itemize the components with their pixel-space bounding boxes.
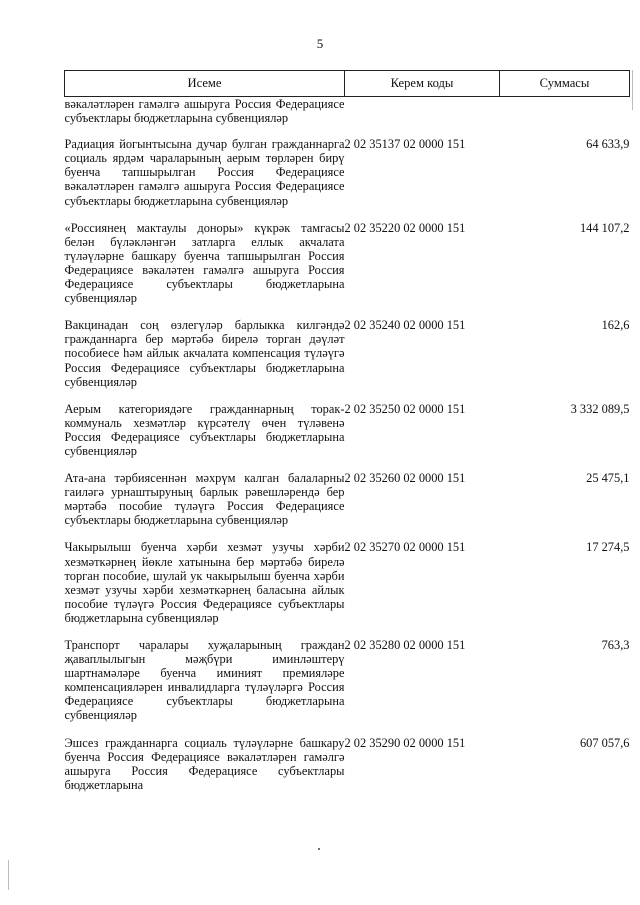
header-sum: Суммасы xyxy=(500,71,630,97)
row-name: Аерым категориядәге гражданнарның торак-коммуналь хезмәтләр күрсәтелү өчен түләвенә Россия Федерациясе субъектлары бюджетларына субвенцияләр xyxy=(64,401,345,458)
row-name: Радиация йогынтысына дучар булган гражданнарга социаль ярдәм чараларының аерым төрләрен бирү буенча тапшырылган Россия Федерациясе вәкаләтләрен гамәлгә ашыруга Россия Федерациясе субъектлары бюджетларына субвенцияләр xyxy=(64,137,345,208)
row-sum: 64 633,9 xyxy=(586,137,630,152)
budget-table xyxy=(64,70,630,805)
table-header xyxy=(65,71,630,97)
table-row xyxy=(65,318,630,401)
row-name: вәкаләтләрен гамәлгә ашыруга Россия Федерациясе субъектлары бюджетларына субвенцияләр xyxy=(64,97,345,126)
page-number: 5 xyxy=(316,36,324,51)
row-name: Транспорт чаралары хуҗаларының граждан җаваплылыгын мәҗбүри иминләштерү шартнамәләре буенча иминият премияләре компенсацияләрен инвалидларга түләүләргә Россия Федерациясе субъектлары бюджетларына субвенцияләр xyxy=(64,638,345,723)
table-row xyxy=(65,736,630,805)
row-sum: 162,6 xyxy=(601,318,630,333)
row-sum: 144 107,2 xyxy=(579,220,630,235)
row-sum: 763,3 xyxy=(601,638,630,652)
scan-margin-mark xyxy=(632,70,633,110)
row-name: Ата-ана тәрбиясеннән мәхрүм калган балаларны гаиләгә урнаштыруның барлык рәвешләрендә бер мәртәбә пособие түләүгә Россия Федерациясе субъектлары бюджетларына субвенцияләр xyxy=(64,471,345,528)
row-name: «Россиянең мактаулы доноры» күкрәк тамгасы белән бүләкләнгән затларга еллык акчалата түләүләрне башкару буенча тапшырылган Россия Федерациясе вәкаләтен гамәлгә ашыруга Россия Федерациясе субъектлары бюджетларына субвенцияләр xyxy=(64,220,345,306)
row-code: 2 02 35290 02 0000 151 xyxy=(344,735,466,750)
row-code: 2 02 35250 02 0000 151 xyxy=(344,401,466,416)
row-code: 2 02 35280 02 0000 151 xyxy=(344,638,466,652)
row-code: 2 02 35240 02 0000 151 xyxy=(344,318,466,333)
scan-dot xyxy=(318,848,320,850)
row-name: Вакцинадан соң өзлегүләр барлыкка килгәндә гражданнарга бер мәртәбә бирелә торган дәүләт пособиесе һәм айлык акчалата компенсация түләүгә Россия Федерациясе субъектлары бюджетларына субвенцияләр xyxy=(64,318,345,389)
row-sum: 3 332 089,5 xyxy=(570,401,630,416)
table-row xyxy=(65,540,630,638)
row-sum: 607 057,6 xyxy=(579,735,630,750)
row-sum: 25 475,1 xyxy=(586,471,630,486)
table-row xyxy=(65,402,630,471)
row-code: 2 02 35260 02 0000 151 xyxy=(344,471,466,486)
row-code: 2 02 35220 02 0000 151 xyxy=(344,220,466,235)
scan-margin-mark xyxy=(8,860,9,890)
row-name: Эшсез гражданнарга социаль түләүләрне башкару буенча Россия Федерациясе вәкаләтләрен гамәлгә ашыруга Россия Федерациясе субъектлары бюджетларына xyxy=(64,735,345,792)
table-row xyxy=(65,638,630,736)
row-sum: 17 274,5 xyxy=(586,540,630,555)
row-code xyxy=(345,97,500,138)
table-row xyxy=(65,137,630,220)
row-code: 2 02 35270 02 0000 151 xyxy=(344,540,466,555)
table-row xyxy=(65,221,630,319)
row-sum xyxy=(500,97,630,138)
header-code: Керем коды xyxy=(345,71,500,97)
table-row xyxy=(65,471,630,540)
row-name: Чакырылыш буенча хәрби хезмәт узучы хәрби хезмәткәрнең йөкле хатынына бер мәртәбә бирелә торган пособие, шулай ук чакырылыш буенча хәрби хезмәт узучы хәрби хезмәткәрнең баласына айлык пособие түләүгә Россия Федерациясе субъектлары бюджетларына субвенцияләр xyxy=(64,540,345,625)
header-name: Исеме xyxy=(65,71,345,97)
table-row xyxy=(65,97,630,138)
row-code: 2 02 35137 02 0000 151 xyxy=(344,137,466,152)
